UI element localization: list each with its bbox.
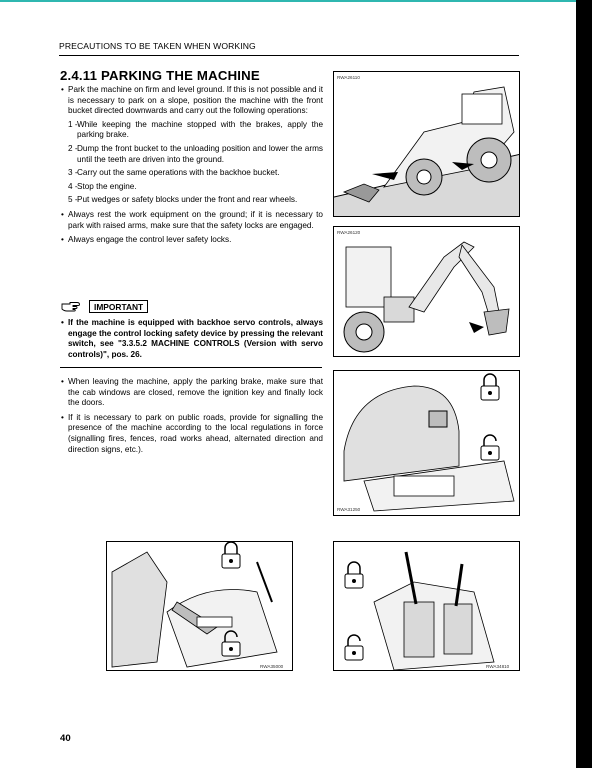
important-label: IMPORTANT [89,300,148,313]
leaving-machine-bullet: • When leaving the machine, apply the parking brake, make sure that the cab windows are closed, remove the ignition key and finally lock the doors. [61,377,323,409]
backhoe-arm-illustration [334,227,520,357]
figure-joystick-locks [333,541,520,671]
lever-lock-illustration [107,542,293,671]
work-equipment-bullet: • Always rest the work equipment on the ground; if it is necessary to park with raised arms, make sure that the safety locks are engaged. [61,210,323,231]
step-text: Stop the engine. [77,181,137,191]
leaving-machine-block [61,377,323,455]
joystick-lock-illustration [334,542,520,671]
important-notice-header [61,299,148,313]
figure-lever-locks [106,541,293,671]
step-text: While keeping the machine stopped with the brakes, apply the parking brake. [77,119,323,140]
step-number: 2 - [68,143,78,153]
figure-code: RWA31250 [337,507,361,512]
page-number: 40 [60,733,71,744]
step-3 [61,168,323,179]
figure-code: RWA35000 [260,664,284,669]
pointing-hand-icon [61,300,81,312]
public-roads-bullet: • If it is necessary to park on public roads, provide for signalling the presence of the machine according to the local regulations in force (signalling fires, fences, road works ahead, alternated direction and direction signs, etc.). [61,413,323,455]
page-edge-strip [576,0,592,768]
step-1 [61,120,323,141]
safety-locks-bullet: • Always engage the control lever safety locks. [61,235,323,246]
backhoe-loader-slope-illustration [334,72,520,217]
control-console-illustration [334,371,520,516]
page-header: PRECAUTIONS TO BE TAKEN WHEN WORKING [59,41,256,51]
step-number: 5 - [68,195,78,205]
step-text: Carry out the same operations with the backhoe bucket. [77,168,280,178]
figure-code: RWA26120 [337,230,361,235]
parking-instructions [61,85,323,246]
step-number: 4 - [68,181,78,191]
step-number: 3 - [68,168,78,178]
step-text: Put wedges or safety blocks under the front and rear wheels. [77,195,298,205]
figure-backhoe-locks [333,226,520,357]
step-number: 1 - [68,119,78,129]
separator-rule [60,367,322,368]
intro-bullet: • Park the machine on firm and level ground. If this is not possible and it is necessary to park on a slope, position the machine with the front bucket directed downwards and carry out the following operations: [61,85,323,117]
important-text-block [61,318,323,360]
figure-code: RWA34810 [486,664,510,669]
step-5 [61,195,323,206]
header-rule [59,55,519,56]
figure-control-lock [333,370,520,516]
section-title: 2.4.11 PARKING THE MACHINE [60,68,260,83]
top-accent-line [0,0,576,2]
figure-parked-on-slope [333,71,520,217]
step-2 [61,144,323,165]
step-text: Dump the front bucket to the unloading position and lower the arms until the teeth are driven into the ground. [77,143,323,164]
servo-controls-bullet: • If the machine is equipped with backhoe servo controls, always engage the control locking safety device by pressing the relevant switch, see "3.3.5.2 MACHINE CONTROLS (Version with servo controls)", pos. 26. [61,318,323,360]
step-4 [61,182,323,193]
figure-code: RWA26110 [337,75,360,80]
